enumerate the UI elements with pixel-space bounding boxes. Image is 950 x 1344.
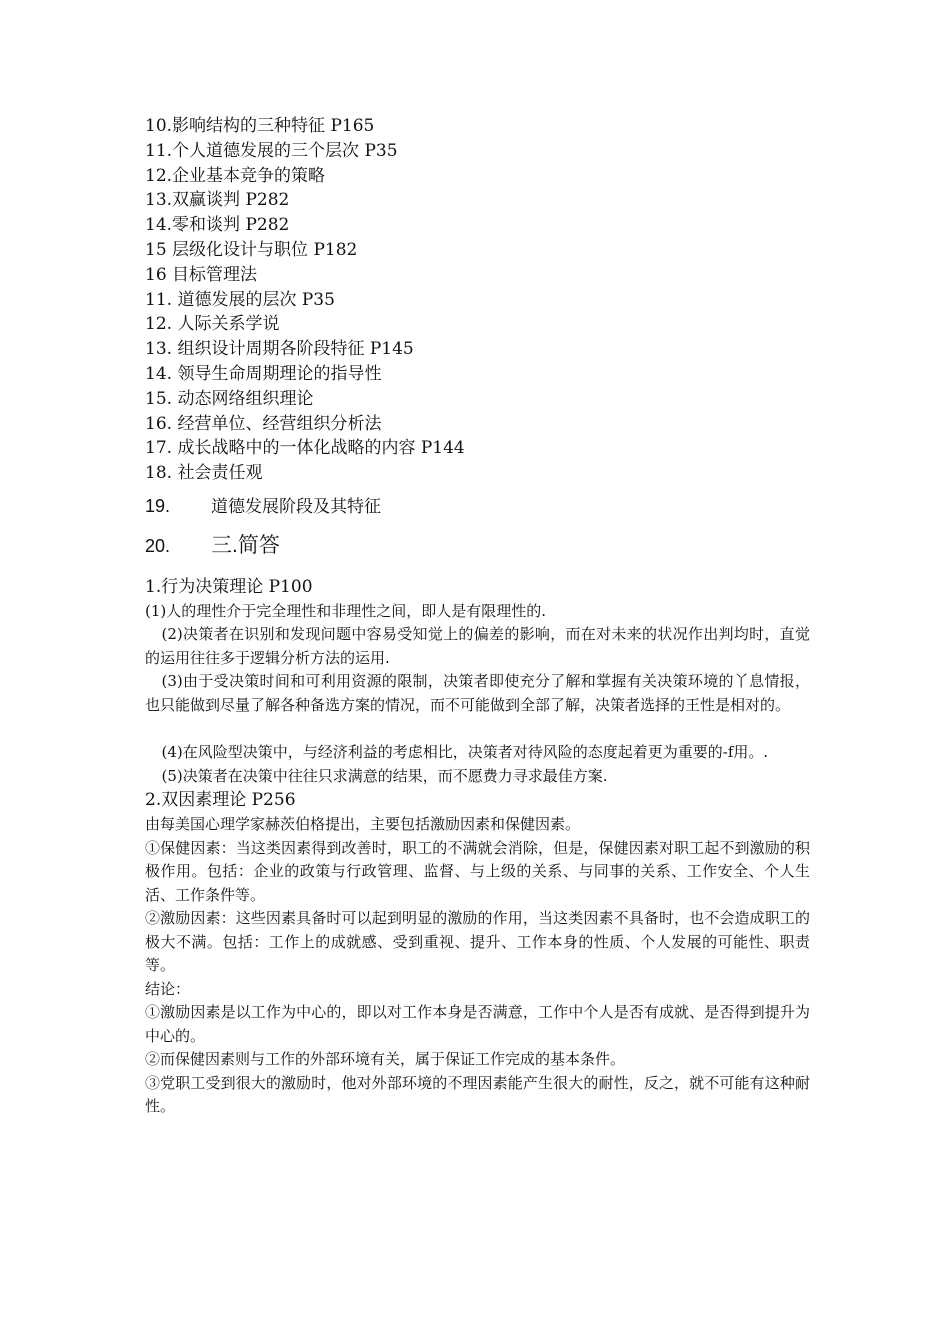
spacer bbox=[145, 717, 810, 741]
list-item: 14.零和谈判 P282 bbox=[145, 215, 290, 236]
list-item: 11.个人道德发展的三个层次 P35 bbox=[145, 140, 398, 161]
list-item: 14. 领导生命周期理论的指导性 bbox=[145, 363, 382, 384]
paragraph: ①激励因素是以工作为中心的，即以对工作本身是否满意，工作中个人是否有成就、是否得到提升为中心的。 bbox=[145, 1003, 810, 1045]
list-item: 18. 社会责任观 bbox=[145, 463, 263, 484]
list-item: 16. 经营单位、经营组织分析法 bbox=[145, 413, 382, 434]
paragraph: (1)人的理性介于完全理性和非理性之间，即人是有限理性的. bbox=[145, 601, 547, 620]
terms-list bbox=[145, 114, 810, 486]
section-title: 2.双因素理论 P256 bbox=[145, 790, 296, 811]
list-item: 15. 动态网络组织理论 bbox=[145, 388, 314, 409]
heading-19 bbox=[145, 491, 810, 531]
paragraph: (4)在风险型决策中，与经济利益的考虑相比，决策者对待风险的态度起着更为重要的-f用。. bbox=[161, 743, 769, 762]
heading-20-text: 三.简答 bbox=[211, 533, 280, 557]
conclusion-label: 结论： bbox=[145, 979, 191, 998]
list-item: 13. 组织设计周期各阶段特征 P145 bbox=[145, 339, 414, 360]
heading-20-number: 20. bbox=[145, 535, 171, 556]
section-two-factor bbox=[145, 788, 810, 1119]
list-item: 11. 道德发展的层次 P35 bbox=[145, 289, 335, 310]
heading-19-text: 道德发展阶段及其特征 bbox=[211, 496, 381, 517]
list-item: 13.双赢谈判 P282 bbox=[145, 190, 290, 211]
paragraph: (5)决策者在决策中往往只求满意的结果，而不愿费力寻求最佳方案. bbox=[161, 766, 608, 785]
paragraph: 由每美国心理学家赫茨伯格提出，主要包括激励因素和保健因素。 bbox=[145, 815, 581, 834]
list-item: 16 目标管理法 bbox=[145, 264, 258, 285]
paragraph: ③党职工受到很大的激励时，他对外部环境的不理因素能产生很大的耐性，反之，就不可能有这种耐性。 bbox=[145, 1073, 810, 1116]
section-behavioral-decision bbox=[145, 575, 810, 789]
paragraph: (2)决策者在识别和发现问题中容易受知觉上的偏差的影响，而在对未来的状况作出判均时，直觉的运用往往多于逻辑分析方法的运用. bbox=[145, 625, 810, 667]
paragraph: ①保健因素：当这类因素得到改善时，职工的不满就会消除，但是，保健因素对职工起不到激励的积极作用。包括：企业的政策与行政管理、监督、与上级的关系、与同事的关系、工作安全、个人生活、工作条件等。 bbox=[145, 838, 810, 904]
heading-20 bbox=[145, 531, 810, 575]
paragraph: ②激励因素：这些因素具备时可以起到明显的激励的作用，当这类因素不具备时，也不会造成职工的极大不满。包括：工作上的成就感、受到重视、提升、工作本身的性质、个人发展的可能性、职责等。 bbox=[145, 909, 810, 975]
list-item: 17. 成长战略中的一体化战略的内容 P144 bbox=[145, 438, 465, 459]
list-item: 12. 人际关系学说 bbox=[145, 314, 280, 335]
list-item: 15 层级化设计与职位 P182 bbox=[145, 239, 358, 260]
section-title: 1.行为决策理论 P100 bbox=[145, 576, 313, 597]
heading-19-number: 19. bbox=[145, 495, 171, 516]
list-item: 12.企业基本竞争的策略 bbox=[145, 165, 326, 186]
paragraph: (3)由于受决策时间和可利用资源的限制，决策者即使充分了解和掌握有关决策环境的丫息情报，也只能做到尽量了解各种备选方案的情况，而不可能做到全部了解，决策者选择的王性是相对的。 bbox=[145, 672, 810, 714]
document-page bbox=[145, 114, 810, 1119]
paragraph: ②而保健因素则与工作的外部环境有关，属于保证工作完成的基本条件。 bbox=[145, 1050, 626, 1069]
list-item: 10.影响结构的三种特征 P165 bbox=[145, 116, 375, 136]
